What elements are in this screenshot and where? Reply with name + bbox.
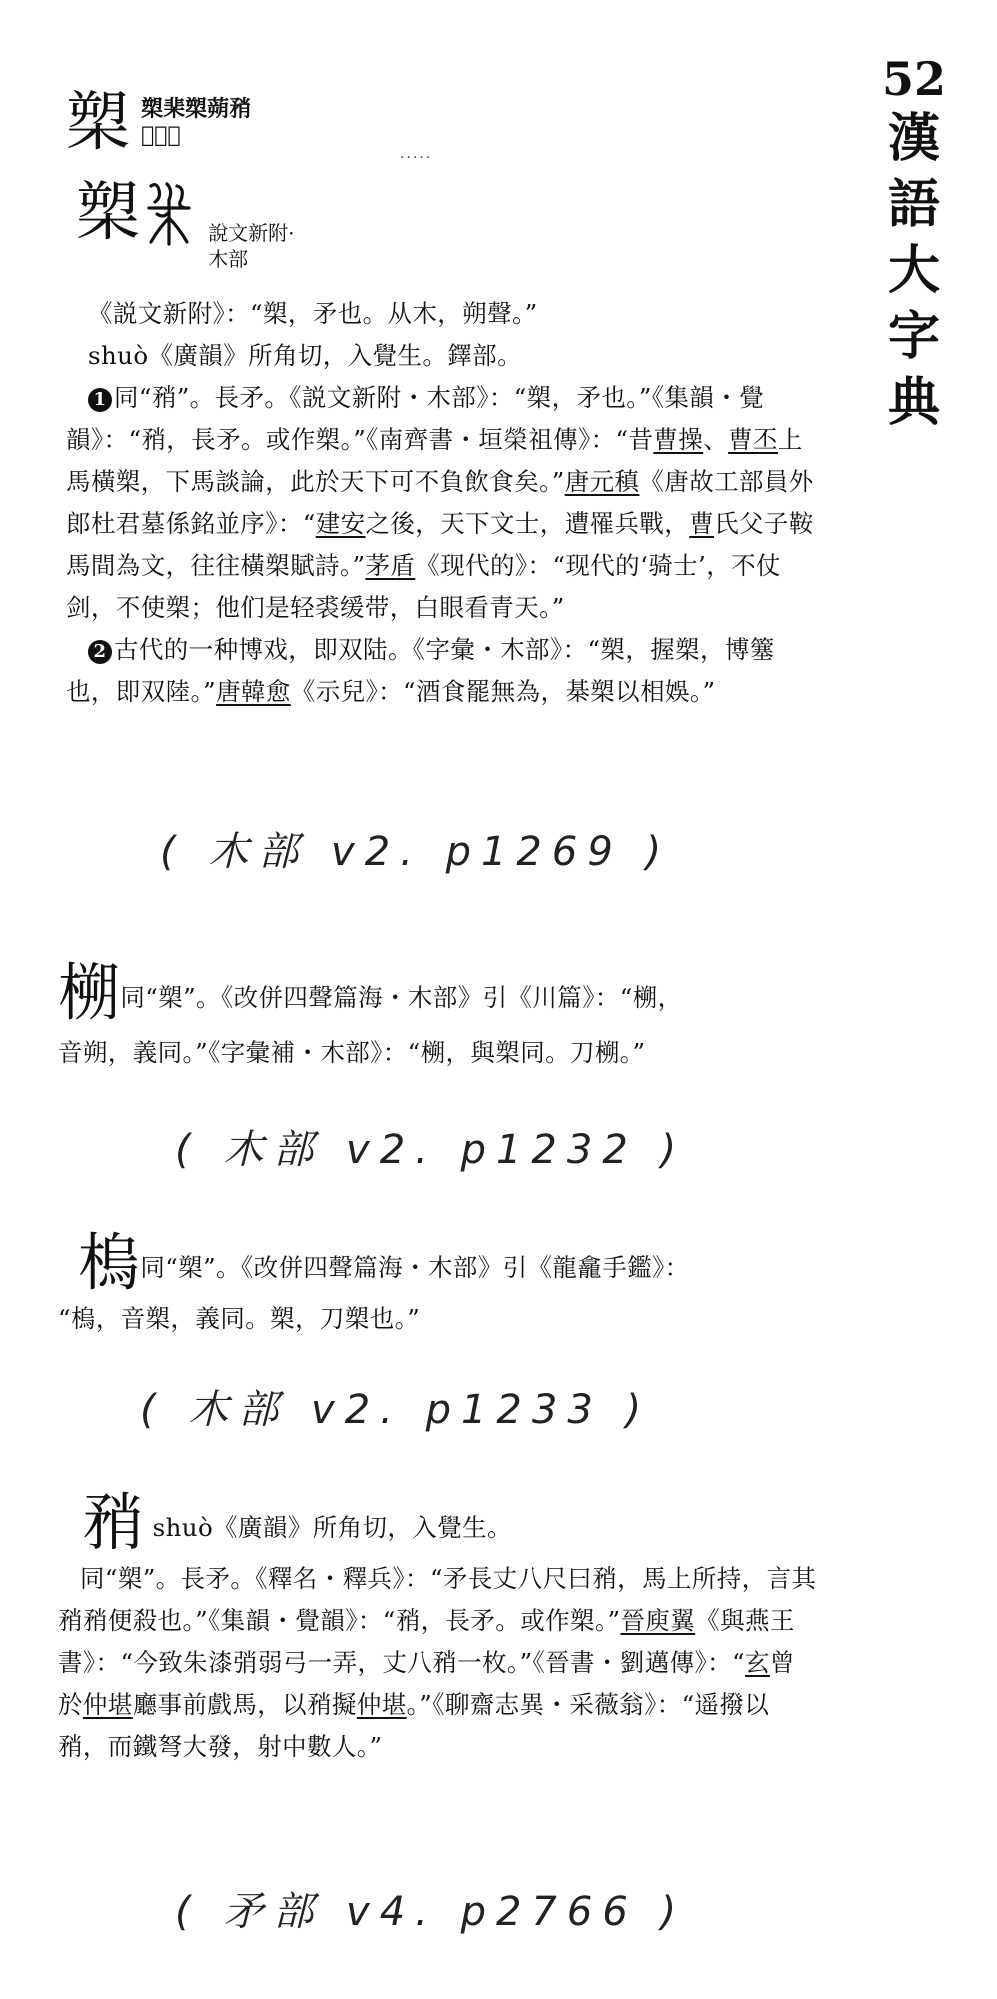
entry1-line-1: 《説文新附》：“槊，矛也。从木，朔聲。” <box>88 299 538 328</box>
title-char-4: 字 <box>887 306 940 367</box>
entry3-text-2: “㮧，音槊，義同。槊，刀槊也。” <box>58 1304 421 1333</box>
handwritten-note-2: ( 木部 v2. p1232 ) <box>175 1127 687 1173</box>
entry1-char: 槊 <box>76 176 140 250</box>
sense-marker-1: 1 <box>88 388 112 412</box>
handwritten-note-3: ( 木部 v2. p1233 ) <box>140 1387 652 1433</box>
entry1-line-2: shuò《廣韻》所角切，入覺生。鐸部。 <box>88 341 522 370</box>
entry3 <box>58 1226 818 1340</box>
variant-line-1: 槊棐槊蒴矟 <box>141 96 252 122</box>
source-line-2: 木部 <box>208 247 249 271</box>
entry2-text-1: 同“槊”。《改併四聲篇海・木部》引《川篇》：“㮶， <box>120 983 683 1012</box>
source-line-1: 說文新附· <box>208 221 295 245</box>
entry1-sense-2: 2 古代的一种博戏，即双陆。《字彙・木部》：“槊，握槊，博簺也，即双陸。”唐韓愈《示兒》：“酒食罷無為，棊槊以相娛。” <box>66 635 775 706</box>
title-char-5: 典 <box>887 372 940 433</box>
entry4 <box>82 1488 817 1558</box>
entry3-text-1: 同“槊”。《改併四聲篇海・木部》引《龍龕手鑑》： <box>140 1253 690 1282</box>
handwritten-note-4: ( 矛部 v4. p2766 ) <box>175 1889 687 1935</box>
variant-list <box>141 96 251 148</box>
sense-marker-2: 2 <box>88 640 112 664</box>
entry1-body <box>66 293 816 713</box>
page-number: 52 <box>881 52 946 106</box>
side-title <box>859 52 969 436</box>
dots: ····· <box>400 150 433 166</box>
entry1-source <box>208 220 294 272</box>
entry4-pron: shuò《廣韻》所角切，入覺生。 <box>152 1513 512 1542</box>
seal-script-glyph <box>145 178 193 248</box>
entry2 <box>58 958 818 1074</box>
entry2-text-2: 音朔，義同。”《字彙補・木部》：“㮶，與槊同。刀㮶。” <box>58 1038 646 1067</box>
entry2-char: 㮶 <box>58 956 121 1029</box>
entry1-head <box>76 178 295 272</box>
title-char-2: 語 <box>887 174 940 235</box>
entry1-sense-1: 1 同“矟”。長矛。《説文新附・木部》：“槊，矛也。”《集韻・覺韻》：“矟，長矛。或作槊。”《南齊書・垣榮祖傳》：“昔曹操、曹丕上馬橫槊，下馬談論，此於天下可不負飲食矣。”唐元稹《唐故工部員外郎杜君墓係銘並序》：“建安之後，天下文士，遭罹兵戰，曹氏父子鞍馬間為文，往往橫槊賦詩。”茅盾《现代的》：“现代的‘骑士’，不仗剑，不使槊；他们是轻裘缓带，白眼看青天。” <box>66 383 814 622</box>
variant-line-2: 𢧐𨫿𩐎 <box>141 122 181 148</box>
handwritten-note-1: ( 木部 v2. p1269 ) <box>160 829 672 875</box>
header-block <box>66 88 251 158</box>
title-char-1: 漢 <box>887 108 940 169</box>
title-char-3: 大 <box>887 240 940 301</box>
entry3-char: 㮧 <box>78 1226 141 1299</box>
header-char: 槊 <box>66 86 130 160</box>
entry4-body: 同“槊”。長矛。《釋名・釋兵》：“矛長丈八尺曰矟，馬上所持，言其矟矟便殺也。”《集韻・覺韻》：“矟，長矛。或作槊。”晉庾翼《與燕王書》：“今致朱漆弰弱弓一弄，丈八矟一枚。”《晉書・劉邁傳》：“玄曾於仲堪廳事前戲馬，以矟擬仲堪。”《聊齋志異・采薇翁》：“遥撥以矟，而鐵弩大發，射中數人。” <box>58 1564 817 1761</box>
entry4-char: 矟 <box>82 1486 145 1559</box>
